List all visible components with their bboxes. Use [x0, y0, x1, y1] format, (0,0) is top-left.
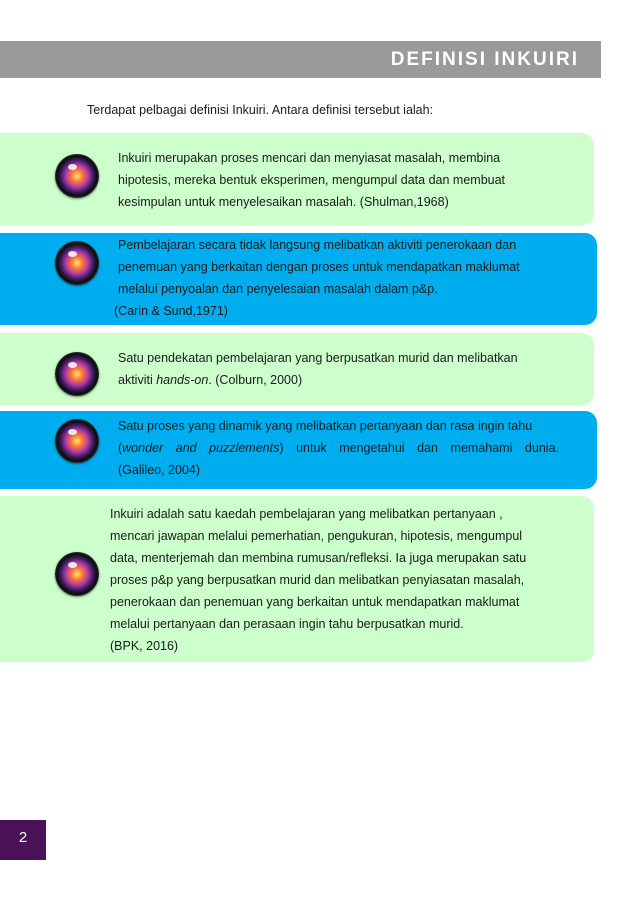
definition-line: melalui penyoalan dan penyelesaian masalah dalam p&p.: [118, 282, 438, 296]
definition-line: proses p&p yang berpusatkan murid dan melibatkan penyiasatan masalah,: [110, 573, 525, 587]
definition-box-2: [0, 233, 597, 325]
definition-line: penerokaan dan penemuan yang berkaitan untuk mendapatkan maklumat: [110, 595, 520, 609]
definition-line: data, menterjemah dan membina rumusan/refleksi. Ia juga merupakan satu: [110, 551, 527, 565]
definition-box-4: [0, 411, 597, 489]
camera-lens-icon: [55, 419, 99, 463]
camera-lens-icon: [55, 241, 99, 285]
definition-text-3: [118, 347, 556, 391]
definition-line: kesimpulan untuk menyelesaikan masalah. (Shulman,1968): [118, 195, 449, 209]
header-bar: [0, 41, 601, 78]
definition-line: Inkuiri merupakan proses mencari dan menyiasat masalah, membina: [118, 151, 501, 165]
camera-lens-icon: [55, 352, 99, 396]
definition-box-5: [0, 496, 594, 662]
definition-line: Satu proses yang dinamik yang melibatkan pertanyaan dan rasa ingin tahu: [118, 419, 533, 433]
definition-text-1: [118, 147, 556, 213]
camera-lens-icon: [55, 154, 99, 198]
definition-line: Pembelajaran secara tidak langsung melibatkan aktiviti penerokaan dan: [118, 238, 517, 252]
citation: (Galileo, 2004): [118, 463, 200, 477]
definition-line: hipotesis, mereka bentuk eksperimen, mengumpul data dan membuat: [118, 173, 506, 187]
definition-text-5: [110, 503, 556, 657]
definition-line: penemuan yang berkaitan dengan proses untuk mendapatkan maklumat: [118, 260, 520, 274]
page-number: 2: [0, 820, 46, 860]
definition-line: (wonder and puzzlements) untuk mengetahui dan memahami dunia.: [118, 441, 559, 455]
definition-line: aktiviti hands-on. (Colburn, 2000): [118, 373, 303, 387]
definition-box-3: [0, 333, 594, 405]
intro-text: Terdapat pelbagai definisi Inkuiri. Antara definisi tersebut ialah:: [87, 103, 434, 117]
definition-line: melalui pertanyaan dan perasaan ingin tahu berpusatkan murid.: [110, 617, 464, 631]
definition-line: mencari jawapan melalui pemerhatian, pengukuran, hipotesis, mengumpul: [110, 529, 523, 543]
page-title: DEFINISI INKUIRI: [390, 49, 579, 70]
definition-box-1: [0, 133, 594, 225]
definition-text-2: [114, 234, 559, 322]
camera-lens-icon: [55, 552, 99, 596]
citation: (Carin & Sund,1971): [114, 304, 228, 318]
citation: (BPK, 2016): [110, 639, 179, 653]
definition-line: Satu pendekatan pembelajaran yang berpusatkan murid dan melibatkan: [118, 351, 518, 365]
definition-text-4: [118, 415, 559, 481]
definition-line: Inkuiri adalah satu kaedah pembelajaran yang melibatkan pertanyaan ,: [110, 507, 503, 521]
